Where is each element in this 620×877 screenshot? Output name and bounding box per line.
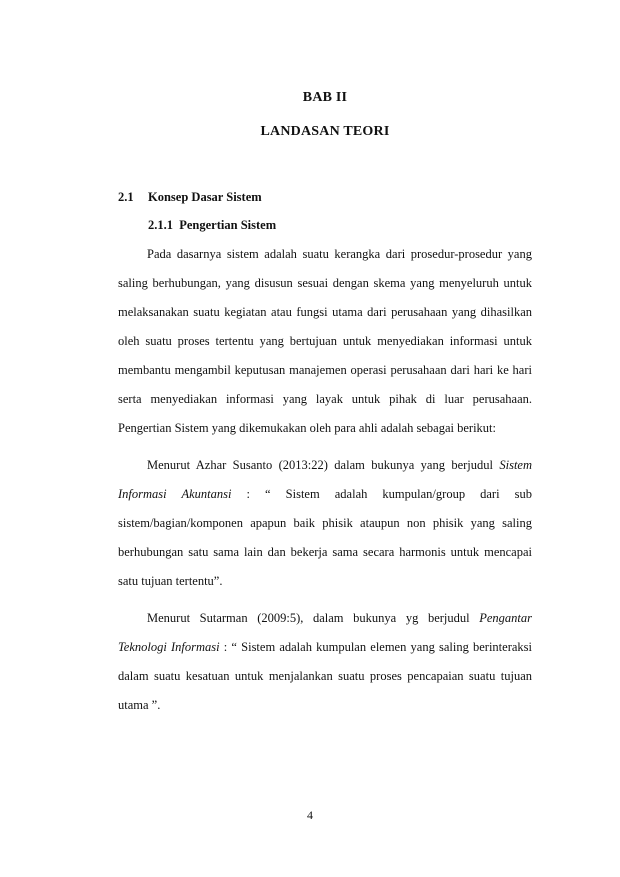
text-line: dalam suatu kesatuan untuk menjalankan suatu proses pencapaian suatu tujuan [118, 669, 532, 683]
text-span: : “ Sistem adalah kumpulan/group dari sub [246, 487, 532, 501]
text-line: berhubungan satu sama lain dan bekerja sama secara harmonis untuk mencapai [118, 545, 532, 559]
paragraph-sutarman [118, 604, 532, 720]
text-line: oleh suatu proses tertentu yang bertujuan untuk menyediakan informasi untuk [118, 334, 532, 348]
text-line [118, 451, 532, 480]
text-line [118, 604, 532, 633]
book-title: Pengantar [479, 611, 533, 625]
chapter-title: LANDASAN TEORI [260, 124, 390, 139]
text-line: Pada dasarnya sistem adalah suatu kerangka dari prosedur-prosedur yang [147, 247, 532, 261]
section-title: Konsep Dasar Sistem [148, 190, 262, 204]
text-line: melaksanakan suatu kegiatan atau fungsi utama dari perusahaan yang dihasilkan [118, 305, 532, 319]
text-span: : “ Sistem adalah kumpulan elemen yang saling berinteraksi [223, 640, 532, 654]
chapter-number: BAB II [302, 90, 348, 105]
text-span: Menurut Azhar Susanto (2013:22) dalam bukunya yang berjudul [147, 458, 493, 472]
text-line [118, 480, 532, 509]
text-line: serta menyediakan informasi yang layak untuk pihak di luar perusahaan. [118, 392, 532, 406]
paragraph-definition [118, 240, 532, 443]
subsection-title: 2.1.1 Pengertian Sistem [148, 218, 277, 232]
book-title: Informasi Akuntansi [118, 487, 232, 501]
text-line: membantu mengambil keputusan manajemen operasi perusahaan dari hari ke hari [118, 363, 532, 377]
book-title: Sistem [499, 458, 533, 472]
page-number: 4 [307, 808, 313, 822]
paragraph-azhar-susanto [118, 451, 532, 596]
text-line: sistem/bagian/komponen apapun baik phisik ataupun non phisik yang saling [118, 516, 532, 530]
text-line [118, 633, 532, 662]
text-line: satu tujuan tertentu”. [118, 574, 223, 588]
text-span: Menurut Sutarman (2009:5), dalam bukunya yg berjudul [147, 611, 470, 625]
text-line: Pengertian Sistem yang dikemukakan oleh para ahli adalah sebagai berikut: [118, 421, 497, 435]
section-number: 2.1 [118, 190, 134, 204]
text-line: utama ”. [118, 698, 161, 712]
book-title: Teknologi Informasi [118, 640, 220, 654]
text-line: saling berhubungan, yang disusun sesuai dengan skema yang menyeluruh untuk [118, 276, 532, 290]
